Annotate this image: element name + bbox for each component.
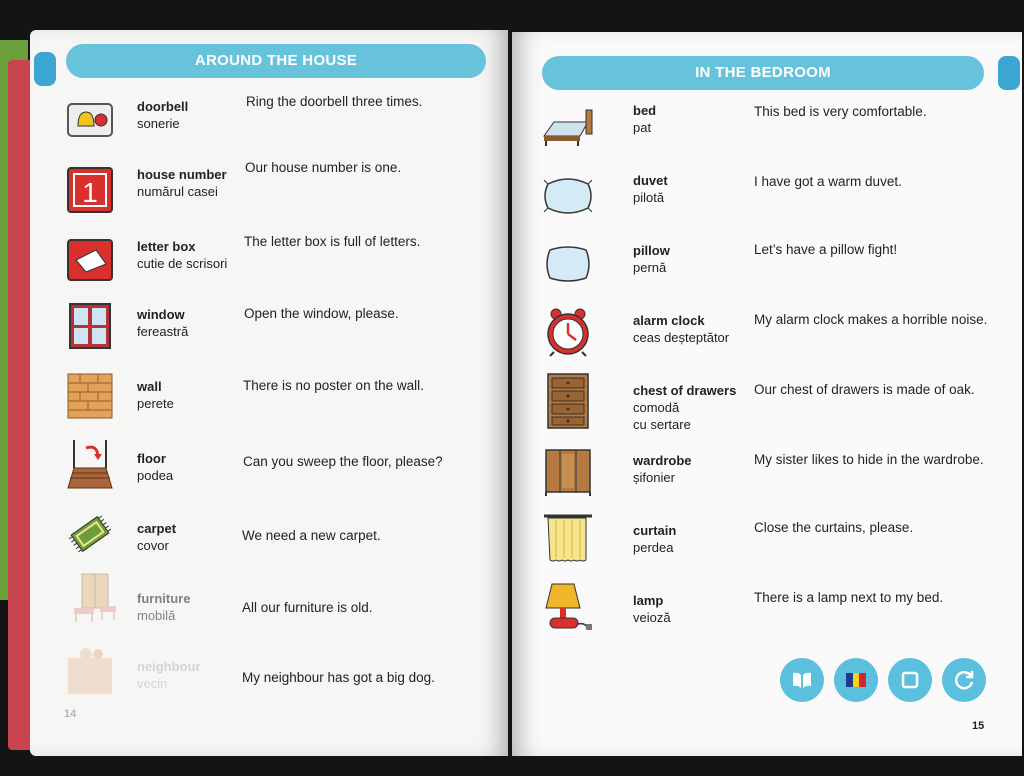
example-sentence: Close the curtains, please. xyxy=(754,520,914,535)
vocab-word-en: furniture xyxy=(137,591,191,606)
vocab-word-ro: perete xyxy=(137,396,174,411)
vocab-row xyxy=(512,166,1022,236)
example-sentence: My alarm clock makes a horrible noise. xyxy=(754,312,988,327)
open-book-icon xyxy=(790,668,814,692)
vocab-row xyxy=(512,516,1022,586)
example-sentence: I have got a warm duvet. xyxy=(754,174,902,189)
right-page xyxy=(512,32,1022,756)
vocab-row xyxy=(30,92,508,162)
pillow-icon xyxy=(542,238,594,290)
vocab-word-en: neighbour xyxy=(137,659,201,674)
vocab-row xyxy=(30,508,508,578)
wall-icon xyxy=(64,370,116,422)
example-sentence: This bed is very comfortable. xyxy=(754,104,927,119)
vocab-word-en: alarm clock xyxy=(633,313,705,328)
vocab-word-ro: pernă xyxy=(633,260,667,275)
vocab-row xyxy=(30,160,508,234)
example-sentence: The letter box is full of letters. xyxy=(244,234,421,249)
example-sentence: Our chest of drawers is made of oak. xyxy=(754,382,975,397)
curtain-icon xyxy=(542,512,594,564)
vocab-row xyxy=(512,306,1022,376)
vocab-word-ro: veioză xyxy=(633,610,671,625)
vocab-word-ro: covor xyxy=(137,538,169,553)
vocab-row xyxy=(512,446,1022,516)
vocab-word-ro: cutie de scrisori xyxy=(137,256,228,271)
vocab-word-ro: ceas deșteptător xyxy=(633,330,730,345)
vocab-row xyxy=(30,234,508,304)
carpet-icon xyxy=(64,508,116,560)
vocab-word-en: wardrobe xyxy=(633,453,692,468)
svg-text:1: 1 xyxy=(82,177,98,208)
example-sentence: Can you sweep the floor, please? xyxy=(243,454,443,469)
vocab-word-ro: vecin xyxy=(137,676,168,691)
romanian-flag-icon xyxy=(844,668,868,692)
vocab-word-en: wall xyxy=(137,379,162,394)
left-tab-marker xyxy=(34,52,56,86)
vocab-word-ro: numărul casei xyxy=(137,184,218,199)
floor-icon xyxy=(64,438,116,490)
example-sentence: Ring the doorbell three times. xyxy=(246,94,423,109)
duvet-icon xyxy=(542,170,594,222)
vocab-word-en: pillow xyxy=(633,243,670,258)
vocab-row xyxy=(512,96,1022,166)
vocab-word-ro: sonerie xyxy=(137,116,180,131)
vocab-word-en: window xyxy=(137,307,185,322)
alarm-clock-icon xyxy=(542,306,594,358)
refresh-icon xyxy=(952,668,976,692)
vocab-word-ro: perdea xyxy=(633,540,674,555)
square-icon xyxy=(898,668,922,692)
right-tab-marker xyxy=(998,56,1020,90)
example-sentence: There is a lamp next to my bed. xyxy=(754,590,944,605)
vocab-word-en: bed xyxy=(633,103,657,118)
vocab-word-ro: pilotă xyxy=(633,190,665,205)
vocab-row xyxy=(30,438,508,508)
vocab-row xyxy=(30,370,508,440)
neighbour-icon xyxy=(64,644,116,696)
example-sentence: Our house number is one. xyxy=(245,160,402,175)
letter-box-icon xyxy=(64,234,116,286)
left-banner: AROUND THE HOUSE xyxy=(66,44,486,78)
window-icon xyxy=(64,300,116,352)
vocab-word-en: curtain xyxy=(633,523,677,538)
lamp-icon xyxy=(542,580,594,632)
wardrobe-icon xyxy=(542,446,594,498)
left-page xyxy=(30,30,508,756)
vocab-word-ro: fereastră xyxy=(137,324,189,339)
vocab-word-ro-line2: cu sertare xyxy=(633,417,691,432)
vocab-word-en: duvet xyxy=(633,173,668,188)
furniture-icon xyxy=(70,572,122,624)
vocab-word-ro: comodă xyxy=(633,400,680,415)
vocab-row xyxy=(512,580,1022,650)
example-sentence: All our furniture is old. xyxy=(242,600,373,615)
book-button[interactable] xyxy=(780,658,824,702)
vocab-word-en: carpet xyxy=(137,521,177,536)
language-flag-button[interactable] xyxy=(834,658,878,702)
vocab-word-en: letter box xyxy=(137,239,196,254)
vocab-word-en: floor xyxy=(137,451,166,466)
vocab-row xyxy=(30,572,508,642)
vocab-row xyxy=(512,236,1022,306)
vocab-word-en: chest of drawers xyxy=(633,383,737,398)
vocab-row xyxy=(30,300,508,370)
example-sentence: There is no poster on the wall. xyxy=(243,378,424,393)
example-sentence: Open the window, please. xyxy=(244,306,399,321)
example-sentence: We need a new carpet. xyxy=(242,528,381,543)
bed-icon xyxy=(542,98,594,150)
vocab-word-en: doorbell xyxy=(137,99,189,114)
house-number-icon xyxy=(64,164,116,216)
vocab-word-en: house number xyxy=(137,167,227,182)
example-sentence: Let’s have a pillow fight! xyxy=(754,242,898,257)
page-number: 14 xyxy=(64,708,77,720)
page-number: 15 xyxy=(972,720,985,732)
vocab-word-ro: șifonier xyxy=(633,470,675,485)
chest-of-drawers-icon xyxy=(542,372,594,432)
vocab-row xyxy=(30,642,508,712)
example-sentence: My neighbour has got a big dog. xyxy=(242,670,435,685)
square-button[interactable] xyxy=(888,658,932,702)
vocab-word-ro: podea xyxy=(137,468,174,483)
vocab-word-ro: pat xyxy=(633,120,652,135)
refresh-button[interactable] xyxy=(942,658,986,702)
doorbell-icon xyxy=(64,94,116,146)
vocab-word-en: lamp xyxy=(633,593,664,608)
vocab-row xyxy=(512,376,1022,446)
right-banner: IN THE BEDROOM xyxy=(542,56,984,90)
example-sentence: My sister likes to hide in the wardrobe. xyxy=(754,452,984,467)
vocab-word-ro: mobilă xyxy=(137,608,176,623)
